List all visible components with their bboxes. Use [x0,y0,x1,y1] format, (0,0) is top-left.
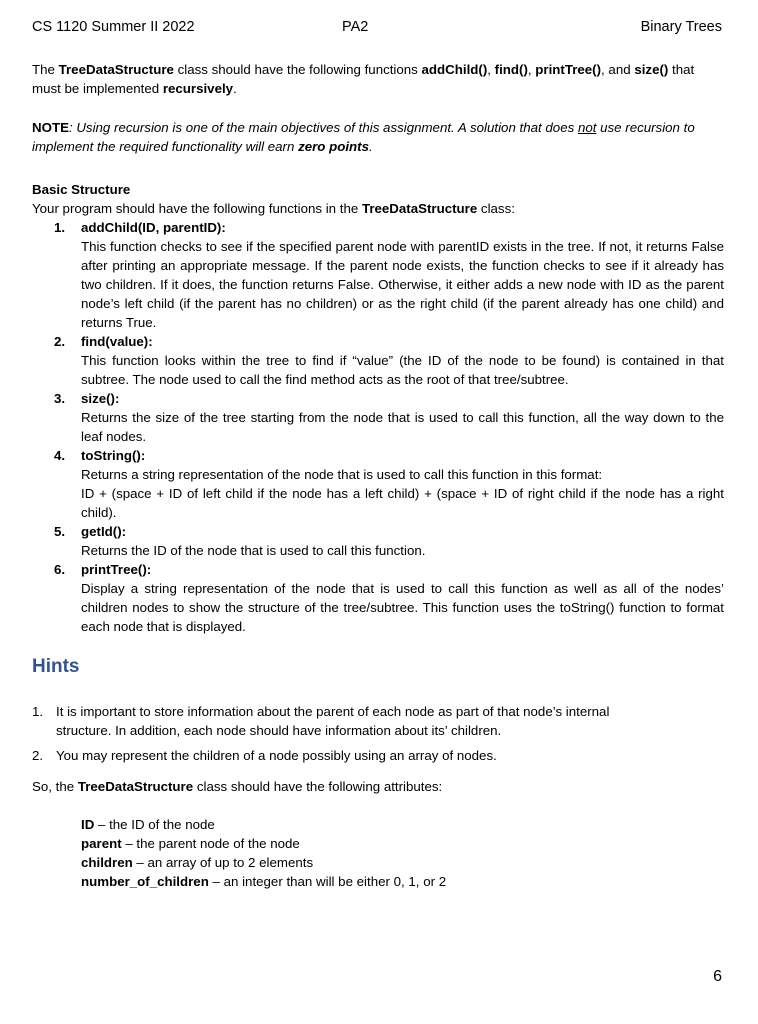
note-underlined: not [577,120,597,135]
function-description: This function checks to see if the specified parent node with parentID exists in the tree. If not, it returns False after printing an appropriate message. If the parent node exists, the function checks to see if it already has two children. If it does, the function returns False. Otherwise, it either adds a new node with ID as the parent node’s left child (if the parent has no children) or as the right child (if the parent already has one child) and returns True. [81,239,724,330]
function-description: Returns the size of the tree starting from the node that is used to call this function, all the way down to the leaf nodes. [81,410,724,444]
list-item: 4. toString(): Returns a string representation of the node that is used to call this function in this format: ID + (space + ID of left child if the node has a left child) + (space + ID of right child if the node has a right child). [54,448,724,520]
function-description: This function looks within the tree to find if “value” (the ID of the node to be found) is contained in that subtree. The node used to call the find method acts as the root of that tree/subtree. [81,353,724,387]
hint-item: 2. You may represent the children of a node possibly using an array of nodes. [32,748,497,763]
page-number: 6 [713,968,722,985]
func-find: find() [494,62,528,77]
func-addchild: addChild() [421,62,488,77]
function-description: Returns a string representation of the node that is used to call this function in this format: [81,467,603,482]
class-name: TreeDataStructure [58,62,174,77]
function-list [32,218,724,636]
function-name: find(value): [81,334,153,349]
function-description: Display a string representation of the node that is used to call this function as well as all of the nodes’ children nodes to show the structure of the tree/subtree. This function uses the toString() function to format each node that is displayed. [81,581,724,634]
func-printtree: printTree() [535,62,602,77]
hint-text: You may represent the children of a node possibly using an array of nodes. [56,748,497,763]
function-name: printTree(): [81,562,152,577]
page-header [32,19,722,39]
header-topic: Binary Trees [640,19,722,35]
recursively-emphasis: recursively [162,81,234,96]
note-label: NOTE [32,120,69,135]
list-item: 2. find(value): This function looks within the tree to find if “value” (the ID of the node to be found) is contained in that subtree. The node used to call the find method acts as the root of that tree/subtree. [54,334,724,387]
function-name: getId(): [81,524,127,539]
attribute-row: parent – the parent node of the node [81,836,300,851]
function-name: addChild(ID, parentID): [81,220,226,235]
function-name: size(): [81,391,120,406]
hint-item: 1. It is important to store information about the parent of each node as part of that node’s internal structure. In addition, each node should have information about its’ children. [32,704,610,738]
header-assignment: PA2 [342,19,369,35]
list-item: 1. addChild(ID, parentID): This function checks to see if the specified parent node with parentID exists in the tree. If not, it returns False after printing an appropriate message. If the parent node exists, the function checks to see if it already has two children. If it does, the function returns False. Otherwise, it either adds a new node with ID as the parent node’s left child (if the parent has no children) or as the right child (if the parent already has one child) and returns True. [54,220,724,330]
page-content [32,60,724,891]
hint-text: It is important to store information about the parent of each node as part of that node’s internal structure. In addition, each node should have information about its’ children. [56,704,610,738]
function-description: Returns the ID of the node that is used to call this function. [81,543,426,558]
function-name: toString(): [81,448,146,463]
note-emphasis: zero points [298,139,369,154]
attributes-list [32,815,724,891]
basic-structure-intro: Your program should have the following functions in the TreeDataStructure class: [32,201,515,216]
list-item: 6. printTree(): Display a string representation of the node that is used to call this function as well as all of the nodes’ children nodes to show the structure of the tree/subtree. This function uses the toString() function to format each node that is displayed. [54,562,724,634]
function-description-format: ID + (space + ID of left child if the node has a left child) + (space + ID of right child if the node has a right child). [81,486,724,520]
attribute-row: children – an array of up to 2 elements [81,855,314,870]
list-item: 5. getId(): Returns the ID of the node that is used to call this function. [32,522,724,560]
hints-heading: Hints [32,656,80,677]
func-size: size() [634,62,669,77]
attribute-name: parent [81,836,122,851]
hints-list [32,702,724,765]
attribute-name: children [81,855,133,870]
basic-structure-heading: Basic Structure [32,182,131,197]
attribute-row: number_of_children – an integer than will be either 0, 1, or 2 [81,874,447,889]
attribute-row: ID – the ID of the node [81,817,215,832]
intro-paragraph: The TreeDataStructure class should have the following functions addChild(), find(), printTree(), and size() that must be implemented recursively. [32,62,695,96]
header-course: CS 1120 Summer II 2022 [32,19,195,35]
attribute-name: ID [81,817,95,832]
attribute-name: number_of_children [81,874,209,889]
attributes-intro: So, the TreeDataStructure class should have the following attributes: [32,779,443,794]
list-item: 3. size(): Returns the size of the tree starting from the node that is used to call this function, all the way down to the leaf nodes. [54,391,724,444]
note-paragraph: NOTE: Using recursion is one of the main objectives of this assignment. A solution that does not use recursion to implement the required functionality will earn zero points. [32,120,695,154]
